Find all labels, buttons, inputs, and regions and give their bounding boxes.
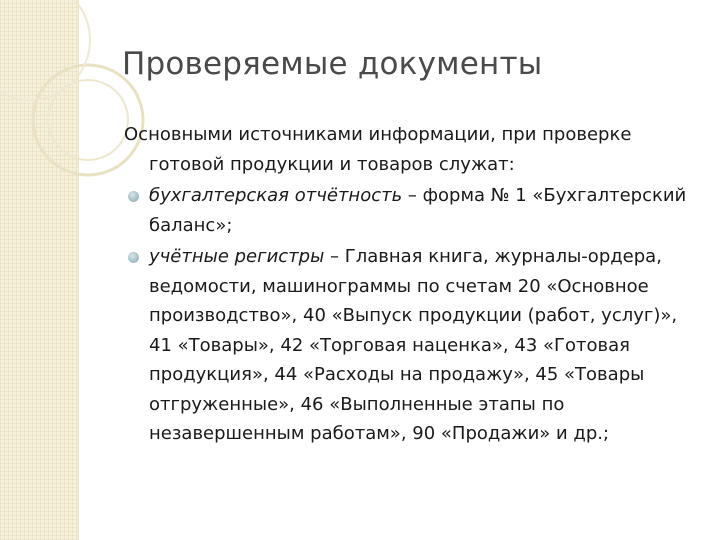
list-item-text: – форма № 1 «Бухгалтерский баланс»; <box>149 185 687 236</box>
intro-paragraph: Основными источниками информации, при проверке готовой продукции и товаров служат: <box>124 124 632 175</box>
page-title: Проверяемые документы <box>122 46 543 82</box>
list-item-term: учётные регистры <box>149 246 325 267</box>
bullet-icon <box>128 191 139 202</box>
list-item-term: бухгалтерская отчётность <box>149 185 403 206</box>
list-item <box>124 242 699 449</box>
bullet-icon <box>128 252 139 263</box>
slide-body <box>124 120 699 451</box>
list-item-text: – Главная книга, журналы-ордера, ведомости, машинограммы по счетам 20 «Основное производство», 40 «Выпуск продукции (работ, услуг)», 41 «Товары», 42 «Торговая наценка», 43 «Готовая продукция», 44 «Расходы на продажу», 45 «Товары отгруженные», 46 «Выполненные этапы по незавершенным работам», 90 «Продажи» и др.; <box>149 246 678 444</box>
decorative-left-band <box>0 0 79 540</box>
list-item <box>124 181 699 240</box>
